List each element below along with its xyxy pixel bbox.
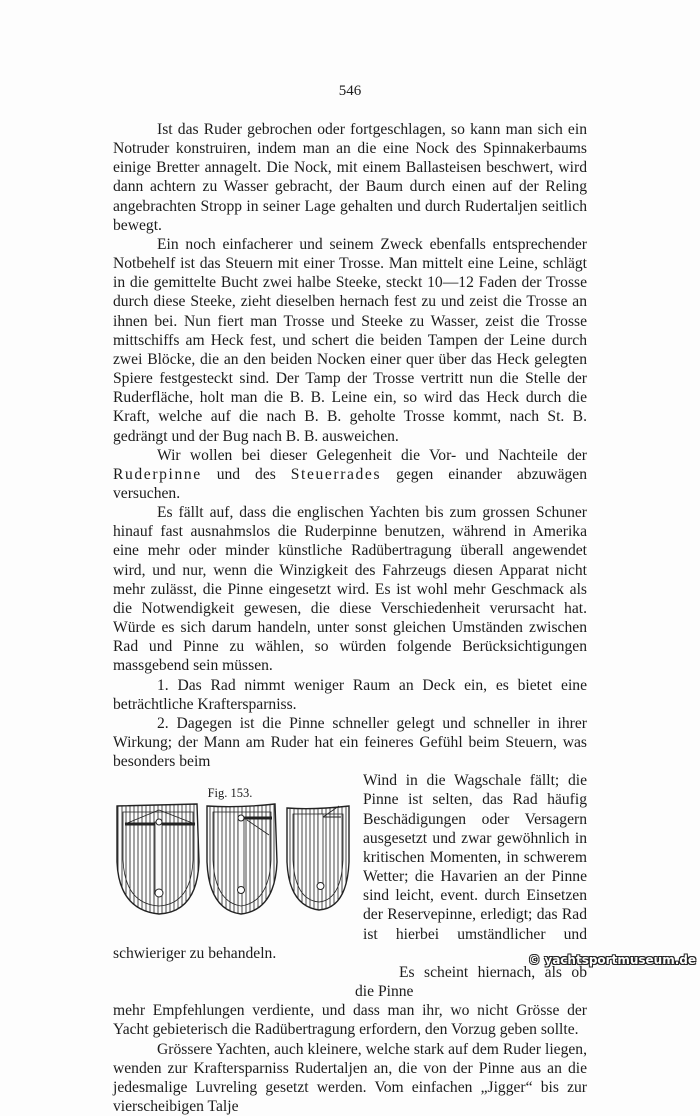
text-fragment: gegen einander abzuwägen versuchen. bbox=[113, 466, 587, 502]
figure-153 bbox=[109, 772, 351, 934]
list-item-1: 1. Das Rad nimmt weniger Raum an Deck ein, es bietet eine beträchtliche Kraftersparniss. bbox=[113, 676, 587, 714]
emphasis-steuerrades: Steuerrades bbox=[291, 466, 381, 483]
paragraph-englische-yachten: Es fällt auf, dass die englischen Yachten bis zum grossen Schuner hinauf fast ausnahmslos die Ruderpinne benutzen, während in Amerika eine mehr oder minder künstliche Radübertragung überall angewendet wird, und nur, wenn die Winzigkeit des Fahrzeugs diesen Apparat nicht mehr zulässt, die Pinne eingesetzt wird. Es ist wohl mehr Geschmack als die Notwendigkeit gewesen, die diese Verschiedenheit verursacht hat. Würde es sich darum handeln, unter sonst gleichen Umständen zwischen Rad und Pinne zu wählen, so würden folgende Berücksichtigungen massgebend sein müssen. bbox=[113, 503, 587, 675]
paragraph-pinne-rad bbox=[113, 446, 587, 503]
body-text bbox=[113, 120, 587, 1116]
text-fragment: Wir wollen bei dieser Gelegenheit die Vor- und Nachteile der bbox=[157, 447, 587, 464]
emphasis-ruderpinne: Ruderpinne bbox=[113, 466, 202, 483]
text-fragment: und des bbox=[202, 466, 291, 483]
paragraph-rudertaljen: Grössere Yachten, auch kleinere, welche stark auf dem Ruder liegen, wenden zur Kraftersparniss Rudertaljen an, die von der Pinne aus an die jedesmalige Luvreling gesetzt werden. Vom einfachen „Jigger“ bis zur vierscheibigen Talje bbox=[113, 1040, 587, 1116]
paragraph-trosse: Ein noch einfacherer und seinem Zweck ebenfalls entsprechender Notbehelf ist das Steuern mit einer Trosse. Man mittelt eine Leine, schlägt in die gemittelte Bucht zwei halbe Steeke, steckt 10—12 Faden der Trosse durch diese Steeke, zieht dieselben hernach fest zu und zeist die Trosse an ihnen bei. Nun fiert man Trosse und Steeke zu Wasser, zeist die Trosse mittschiffs am Heck fest, und schert die beiden Tampen der Leine durch zwei Blöcke, die an den beiden Nocken einer quer über das Heck gelegten Spiere festgesteckt sind. Der Tamp der Trosse vertritt nun die Stelle der Ruderfläche, holt man die B. B. Leine ein, so wird das Heck durch die Kraft, welche auf die nach B. B. geholte Trosse kommt, nach St. B. gedrängt und der Bug nach B. B. ausweichen. bbox=[113, 235, 587, 446]
copyright-watermark: © yachtsportmuseum.de bbox=[528, 953, 696, 967]
list-item-2-wrapped: Wind in die Wagschale fällt; die Pinne ist selten, das Rad häufig Beschädigungen oder Versagern ausgesetzt und zwar gewöhnlich in kritischen Momenten, in schwerem Wetter; die Havarien an der Pinne sind leicht, event. durch Einsetzen der Reservepinne, erledigt; das Rad ist hierbei umständlicher und schwieriger zu behandeln. bbox=[113, 771, 587, 963]
list-item-2-intro: 2. Dagegen ist die Pinne schneller gelegt und schneller in ihrer Wirkung; der Mann am Ruder hat ein feineres Gefühl beim Steuern, was besonders beim bbox=[113, 714, 587, 771]
rudder-illustration-icon bbox=[109, 802, 351, 917]
page-number: 546 bbox=[0, 83, 700, 100]
figure-caption: Fig. 153. bbox=[109, 784, 351, 803]
paragraph-conclusion-rest: mehr Empfehlungen verdiente, und dass man ihr, wo nicht Grösse der Yacht gebieterisch die Radübertragung erfordern, den Vorzug geben sollte. bbox=[113, 1001, 587, 1039]
paragraph-conclusion-start: Es scheint hiernach, als ob die Pinne bbox=[113, 963, 587, 1001]
paragraph-notruder: Ist das Ruder gebrochen oder fortgeschlagen, so kann man sich ein Notruder konstruiren, indem man an die eine Nock des Spinnakerbaums einige Bretter annagelt. Die Nock, mit einem Ballasteisen beschwert, wird dann achtern zu Wasser gebracht, der Baum durch einen auf der Reling angebrachten Stropp in seiner Lage gehalten und durch Rudertaljen seitlich bewegt. bbox=[113, 120, 587, 235]
